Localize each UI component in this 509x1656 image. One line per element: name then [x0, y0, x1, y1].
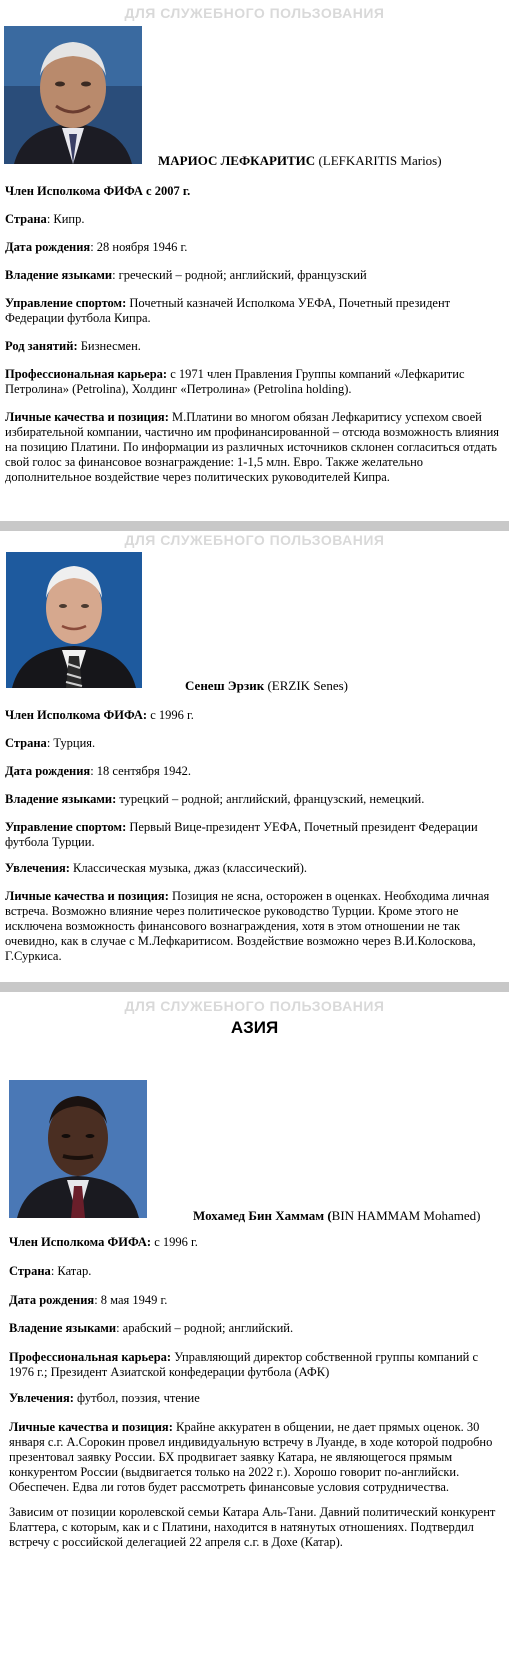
watermark: ДЛЯ СЛУЖЕБНОГО ПОЛЬЗОВАНИЯ	[124, 532, 385, 548]
field-value: футбол, поэзия, чтение	[73, 1391, 200, 1405]
field-label: Владение языками:	[5, 792, 117, 806]
field-member	[9, 1235, 504, 1250]
field-value: : арабский – родной; английский.	[116, 1321, 294, 1335]
watermark: ДЛЯ СЛУЖЕБНОГО ПОЛЬЗОВАНИЯ	[124, 998, 385, 1014]
field-label: Член Исполкома ФИФА:	[9, 1235, 152, 1249]
field-label: Род занятий:	[5, 339, 78, 353]
field-value: Позиция не ясна, осторожен в оценках. Необходима личная встреча. Возможно влияние через политическое руководство Турции. Кроме этого не исключена возможность финансового вознаграждения, хотя в этом отношении не так очевидно, как в случае с М.Лефкаритисом. Воздействие возможно через В.И.Колоскова, Г.Суркиса.	[5, 889, 490, 963]
field-birthdate	[9, 1293, 504, 1308]
field-label: Дата рождения	[9, 1293, 95, 1307]
field-birthdate	[5, 764, 500, 779]
field-country	[5, 736, 500, 751]
portrait-photo-bin-hammam	[9, 1080, 147, 1218]
field-value: М.Платини во многом обязан Лефкаритису успехом своей избирательной компании, частично им профинансированной – отсюда возможность влияния на позицию Платини. По информации из различных источников склонен согласиться отдать свой голос за финансовое вознаграждение: 1-1,5 млн. Евро. Также желательно дополнительное воздействие через политических руководителей Кипра.	[5, 410, 500, 484]
field-member	[5, 708, 500, 723]
field-value: : Турция.	[46, 736, 96, 750]
field-personal-position	[9, 1420, 504, 1495]
name-latin: BIN HAMMAM Mohamed)	[331, 1208, 481, 1223]
field-personal-position	[5, 889, 500, 964]
name-latin: (LEFKARITIS Marios)	[315, 153, 442, 168]
name-cyrillic: Сенеш Эрзик	[185, 678, 265, 693]
field-label: Дата рождения	[5, 240, 91, 254]
field-languages	[9, 1321, 504, 1336]
field-value: Бизнесмен.	[77, 339, 141, 353]
field-value: Первый Вице-президент УЕФА, Почетный президент Федерации футбола Турции.	[5, 820, 478, 849]
field-personal-position	[5, 410, 500, 485]
page-divider	[0, 521, 509, 531]
name-cyrillic: МАРИОС ЛЕФКАРИТИС	[158, 153, 316, 168]
field-value: : 18 сентября 1942.	[90, 764, 192, 778]
field-label: Владение языками	[9, 1321, 117, 1335]
field-career	[5, 367, 500, 397]
field-value: : 8 мая 1949 г.	[94, 1293, 168, 1307]
field-value: Управляющий директор собственной группы компаний с 1976 г.; Президент Азиатской конфедерации футбола (АФК)	[9, 1350, 479, 1379]
section-title-asia: АЗИЯ	[230, 1018, 279, 1037]
field-label: Увлечения:	[9, 1391, 74, 1405]
field-label: Страна	[9, 1264, 51, 1278]
field-value: Зависим от позиции королевской семьи Катара Аль-Тани. Давний политический конкурент Блаттера, с которым, как и с Платини, находится в натянутых отношениях. Подтвердил встречу с российской делегацией 22 апреля с.г. в Дохе (Катар).	[9, 1505, 496, 1549]
field-label: Увлечения:	[5, 861, 70, 875]
field-personal-position-continued	[9, 1505, 504, 1550]
field-label: Владение языками	[5, 268, 113, 282]
field-hobbies	[9, 1391, 504, 1406]
field-sport-management	[5, 296, 500, 326]
field-sport-management	[5, 820, 500, 850]
field-label: Управление спортом:	[5, 820, 127, 834]
field-label: Личные качества и позиция:	[5, 410, 169, 424]
field-value: Крайне аккуратен в общении, не дает прямых оценок. 30 января с.г. А.Сорокин провел индивидуальную встречу в Луанде, в ходе которой подробно презентовал заявку России. БХ продвигает заявку Катара, не являющегося прямым конкурентом России (выдвигается только на 2022 г.). Хорошо говорит по-английски. Обеспечен. Едва ли готов будет рассмотреть финансовые условия сотрудничества.	[9, 1420, 493, 1494]
field-label: Личные качества и позиция:	[9, 1420, 173, 1434]
field-languages	[5, 792, 500, 807]
field-country	[9, 1264, 504, 1279]
field-label: Профессиональная карьера:	[9, 1350, 172, 1364]
field-birthdate	[5, 240, 500, 255]
portrait-photo-erzik	[6, 552, 142, 688]
field-country	[5, 212, 500, 227]
profile-name-erzik	[185, 678, 348, 694]
name-latin: (ERZIK Senes)	[264, 678, 348, 693]
field-hobbies	[5, 861, 500, 876]
field-value: с 1996 г.	[147, 708, 194, 722]
field-value: с 1971 член Правления Группы компаний «Лефкаритис Петролина» (Petrolina), Холдинг «Петролина» (Petrolina holding).	[5, 367, 465, 396]
field-value: : 28 ноября 1946 г.	[90, 240, 188, 254]
name-cyrillic: Мохамед Бин Хаммам (	[193, 1208, 332, 1223]
field-career	[9, 1350, 504, 1380]
field-label: Страна	[5, 212, 47, 226]
field-value: : Катар.	[50, 1264, 92, 1278]
profile-name-lefkaritis	[158, 153, 442, 169]
field-value: турецкий – родной; английский, французский, немецкий.	[116, 792, 425, 806]
field-label: Член Исполкома ФИФА с 2007 г.	[5, 184, 191, 198]
watermark: ДЛЯ СЛУЖЕБНОГО ПОЛЬЗОВАНИЯ	[124, 5, 385, 21]
page-divider	[0, 982, 509, 992]
field-label: Управление спортом:	[5, 296, 127, 310]
field-label: Личные качества и позиция:	[5, 889, 169, 903]
field-value: Почетный казначей Исполкома УЕФА, Почетный президент Федерации футбола Кипра.	[5, 296, 451, 325]
field-value: с 1996 г.	[151, 1235, 198, 1249]
field-member	[5, 184, 500, 199]
field-label: Страна	[5, 736, 47, 750]
field-languages	[5, 268, 500, 283]
portrait-photo-lefkaritis	[4, 26, 142, 164]
profile-name-bin-hammam	[193, 1208, 480, 1224]
field-occupation	[5, 339, 500, 354]
field-value: Классическая музыка, джаз (классический).	[69, 861, 307, 875]
field-label: Член Исполкома ФИФА:	[5, 708, 148, 722]
field-label: Профессиональная карьера:	[5, 367, 168, 381]
field-value: : Кипр.	[46, 212, 85, 226]
field-value: : греческий – родной; английский, французский	[112, 268, 367, 282]
field-label: Дата рождения	[5, 764, 91, 778]
